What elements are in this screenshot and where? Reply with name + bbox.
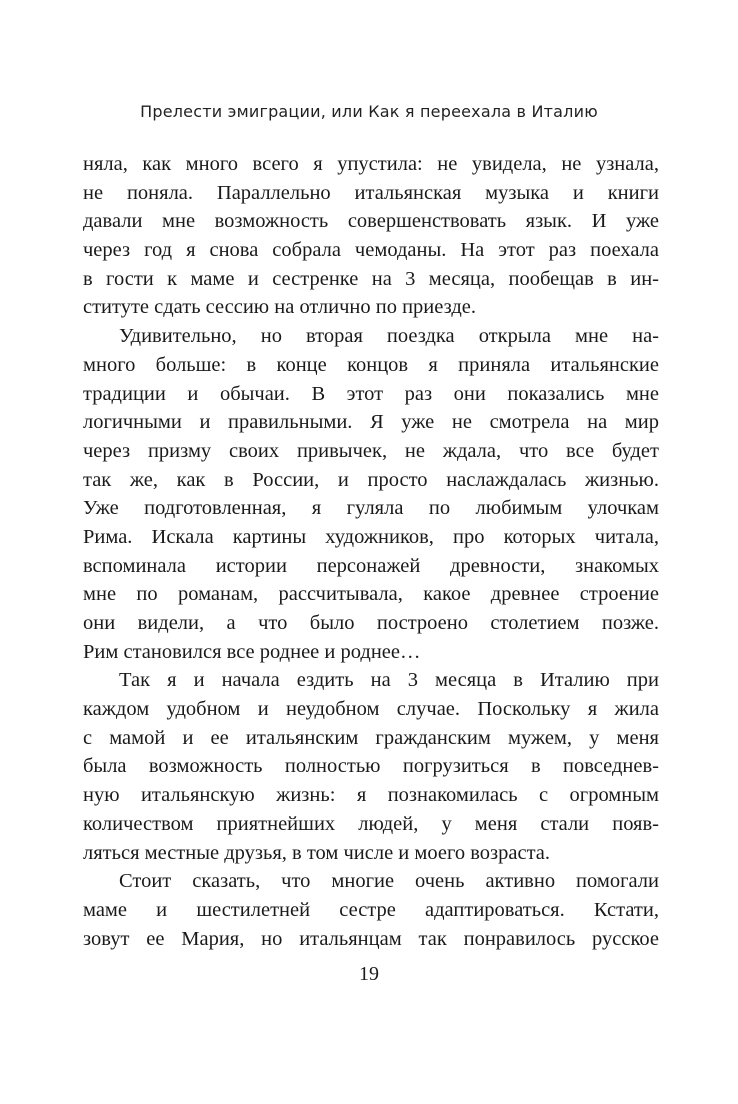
text-line: зовут ее Мария, но итальянцам так понравилось русское bbox=[83, 927, 659, 950]
paragraph-3 bbox=[83, 666, 659, 867]
text-line: так же, как в России, и просто наслаждалась жизнью. bbox=[83, 468, 659, 491]
text-line: количеством приятнейших людей, у меня стали появ- bbox=[83, 812, 659, 835]
text-line: мне по романам, рассчитывала, какое древнее строение bbox=[83, 583, 659, 606]
text-line: каждом удобном и неудобном случае. Поскольку я жила bbox=[83, 698, 659, 721]
paragraph-1 bbox=[83, 150, 659, 322]
text-line: в гости к маме и сестренке на 3 месяца, пообещав в ин- bbox=[83, 267, 659, 290]
text-line: они видели, а что было построено столетием позже. bbox=[83, 612, 659, 634]
text-line: через год я снова собрала чемоданы. На этот раз поехала bbox=[83, 239, 659, 262]
page-number: 19 bbox=[359, 963, 379, 985]
paragraph-4 bbox=[83, 867, 659, 953]
text-line: Стоит сказать, что многие очень активно помогали bbox=[119, 870, 659, 893]
text-line: вспоминала истории персонажей древности, знакомых bbox=[83, 554, 659, 577]
body-text bbox=[83, 150, 659, 953]
text-line: маме и шестилетней сестре адаптироваться. Кстати, bbox=[83, 898, 659, 921]
text-line: Рима. Искала картины художников, про которых читала, bbox=[83, 525, 659, 548]
paragraph-2 bbox=[83, 322, 659, 666]
text-line: не поняла. Параллельно итальянская музыка и книги bbox=[83, 181, 659, 204]
text-line: Удивительно, но вторая поездка открыла мне на- bbox=[119, 325, 659, 348]
text-line: Так я и начала ездить на 3 месяца в Италию при bbox=[119, 669, 659, 692]
text-line: ляться местные друзья, в том числе и моего возраста. bbox=[83, 841, 551, 864]
text-line: давали мне возможность совершенствовать язык. И уже bbox=[83, 210, 659, 233]
text-line: через призму своих привычек, не ждала, что все будет bbox=[83, 439, 659, 462]
text-line: была возможность полностью погрузиться в повседнев- bbox=[83, 755, 659, 778]
text-line: няла, как много всего я упустила: не увидела, не узнала, bbox=[83, 153, 659, 175]
text-line: много больше: в конце концов я приняла итальянские bbox=[83, 353, 659, 376]
text-line: Уже подготовленная, я гуляла по любимым улочкам bbox=[83, 497, 659, 520]
text-line: логичными и правильными. Я уже не смотрела на мир bbox=[83, 411, 659, 434]
text-line: с мамой и ее итальянским гражданским мужем, у меня bbox=[83, 726, 659, 749]
text-line: ституте сдать сессию на отлично по приезде. bbox=[83, 296, 476, 319]
text-line: традиции и обычаи. В этот раз они показались мне bbox=[83, 382, 659, 405]
text-line: Рим становился все роднее и роднее… bbox=[83, 640, 421, 663]
text-line: ную итальянскую жизнь: я познакомилась с огромным bbox=[83, 784, 659, 807]
running-head: Прелести эмиграции, или Как я переехала в Италию bbox=[140, 102, 598, 121]
